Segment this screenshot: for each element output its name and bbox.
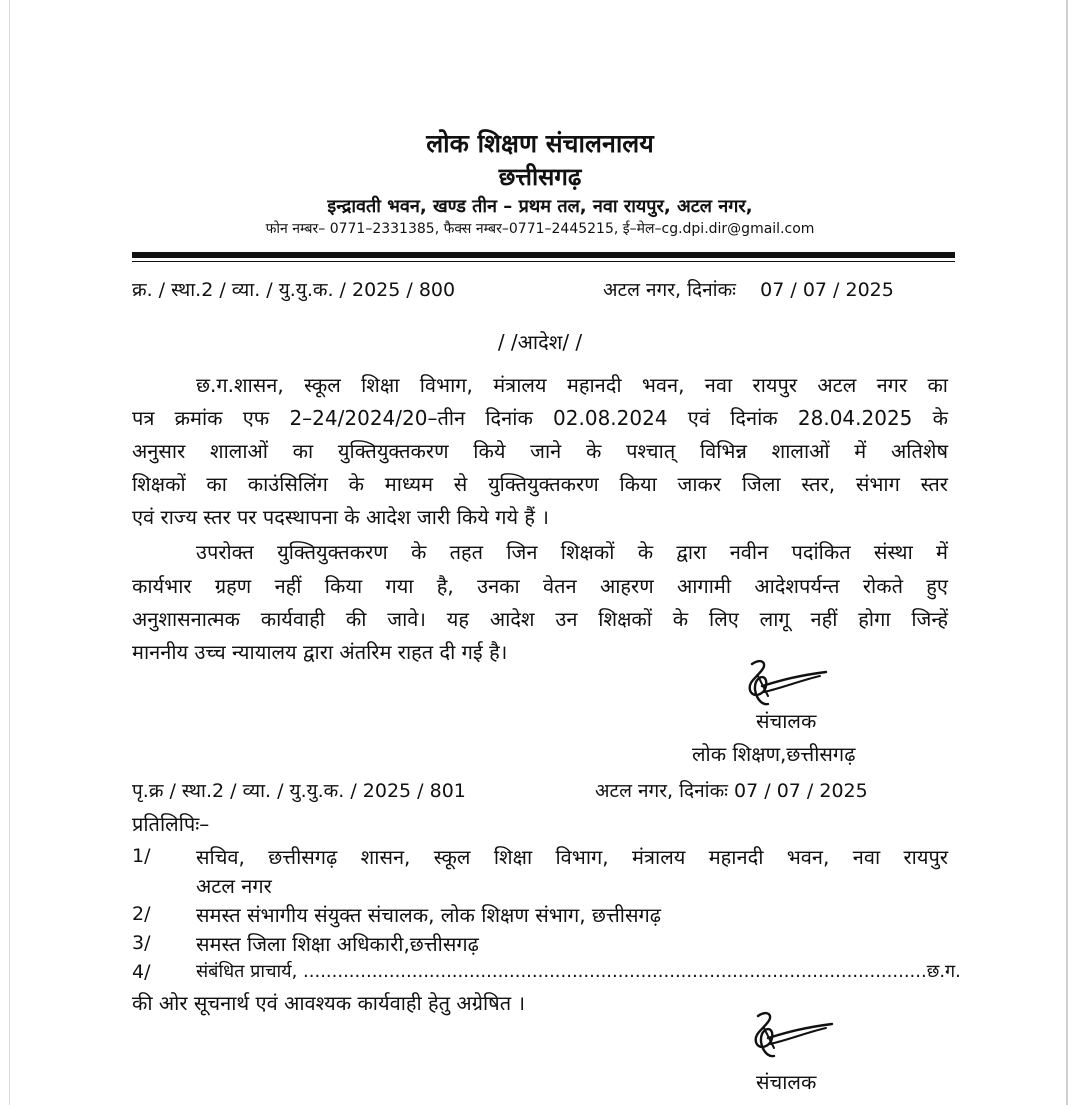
state-name: छत्तीसगढ़ (498, 163, 582, 191)
copy-item-3-number: 3/ (132, 932, 151, 954)
copy-item-1-line-2: अटल नगर (196, 874, 272, 898)
copy-item-1-number: 1/ (132, 845, 151, 867)
copy-item-2-line-1: समस्त संभागीय संयुक्त संचालक, लोक शिक्षण संभाग, छत्तीसगढ़ (196, 903, 661, 927)
order-title: / /आदेश/ / (497, 330, 583, 354)
copy-item-3-line-1: समस्त जिला शिक्षा अधिकारी,छत्तीसगढ़ (196, 932, 479, 956)
copy-item-1-line-1: सचिव, छत्तीसगढ़ शासन, स्कूल शिक्षा विभाग, मंत्रालय महानदी भवन, नवा रायपुर (196, 845, 948, 869)
para1-line-3: अनुसार शालाओं का युक्तियुक्तकरण किये जाने के पश्चात् विभिन्न शालाओं में अतिशेष (132, 439, 948, 463)
signatory-designation-2: संचालक (756, 1070, 817, 1094)
signatory-designation: संचालक (756, 709, 817, 733)
para1-line-1: छ.ग.शासन, स्कूल शिक्षा विभाग, मंत्रालय महानदी भवन, नवा रायपुर अटल नगर का (196, 373, 948, 397)
para2-line-2: कार्यभार ग्रहण नहीं किया गया है, उनका वेतन आहरण आगामी आदेशपर्यन्त रोकते हुए (132, 574, 948, 598)
copy-item-2-number: 2/ (132, 903, 151, 925)
para2-line-4: माननीय उच्च न्यायालय द्वारा अंतरिम राहत दी गई है। (132, 640, 508, 664)
office-contact: फोन नम्बर– 0771–2331385, फैक्स नम्बर–0771–2445215, ई–मेल–cg.dpi.dir@gmail.com (265, 221, 815, 237)
header-rule-thin (132, 261, 955, 262)
office-name: लोक शिक्षण संचालनालय (426, 129, 654, 158)
office-address: इन्द्रावती भवन, खण्ड तीन – प्रथम तल, नवा रायपुर, अटल नगर, (327, 196, 753, 217)
signature-mark (742, 656, 834, 712)
copy-item-4-number: 4/ (132, 961, 151, 983)
copy-heading: प्रतिलिपिः– (132, 812, 210, 836)
order-number: क्र. / स्था.2 / व्या. / यु.यु.क. / 2025 / 800 (132, 279, 456, 301)
para2-line-1: उपरोक्त युक्तियुक्तकरण के तहत जिन शिक्षकों के द्वारा नवीन पदांकित संस्था में (196, 540, 948, 564)
copy-number: पृ.क्र / स्था.2 / व्या. / यु.यु.क. / 2025 / 801 (132, 780, 466, 802)
copy-closing: की ओर सूचनार्थ एवं आवश्यक कार्यवाही हेतु अग्रेषित । (132, 991, 526, 1015)
para2-line-3: अनुशासनात्मक कार्यवाही की जावे। यह आदेश उन शिक्षकों के लिए लागू नहीं होगा जिन्हें (132, 607, 948, 631)
copy-item-4-line-1: संबंधित प्राचार्य, .............................................................................................................छ.ग. (196, 961, 961, 982)
signature-mark-2 (748, 1008, 840, 1064)
signatory-office: लोक शिक्षण,छत्तीसगढ़ (692, 742, 856, 766)
para1-line-5: एवं राज्य स्तर पर पदस्थापना के आदेश जारी किये गये हैं । (132, 505, 549, 529)
header-rule-thick (132, 252, 955, 258)
para1-line-2: पत्र क्रमांक एफ 2–24/2024/20–तीन दिनांक 02.08.2024 एवं दिनांक 28.04.2025 के (132, 406, 948, 430)
para1-line-4: शिक्षकों का काउंसिलिंग के माध्यम से युक्तियुक्तकरण किया जाकर जिला स्तर, संभाग स्तर (132, 472, 948, 496)
copy-place-date: अटल नगर, दिनांकः 07 / 07 / 2025 (595, 780, 868, 802)
order-place-date: अटल नगर, दिनांकः 07 / 07 / 2025 (603, 279, 894, 301)
